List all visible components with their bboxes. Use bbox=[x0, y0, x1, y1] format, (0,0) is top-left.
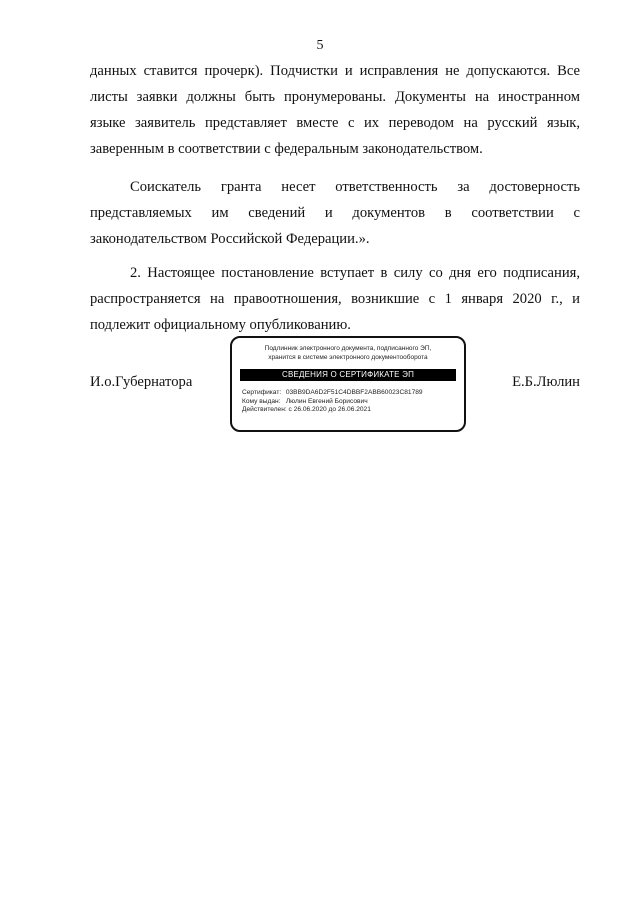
stamp-header bbox=[232, 345, 464, 362]
issued-to-value: Люлин Евгений Борисович bbox=[285, 397, 368, 405]
issued-to-label: Кому выдан: bbox=[242, 397, 281, 405]
signer-name: Е.Б.Люлин bbox=[512, 374, 580, 390]
stamp-header-line: хранится в системе электронного документооборота bbox=[268, 353, 428, 361]
electronic-signature-stamp bbox=[230, 336, 466, 432]
validity-label: Действителен: bbox=[242, 406, 287, 414]
stamp-details bbox=[242, 389, 464, 415]
validity-value: с 26.06.2020 до 26.06.2021 bbox=[288, 406, 371, 414]
issued-to-line bbox=[242, 398, 464, 407]
stamp-title: СВЕДЕНИЯ О СЕРТИФИКАТЕ ЭП bbox=[240, 369, 456, 381]
stamp-header-line: Подлинник электронного документа, подписанного ЭП, bbox=[264, 345, 432, 352]
certificate-label: Сертификат: bbox=[242, 389, 282, 396]
signer-position: И.о.Губернатора bbox=[90, 374, 193, 390]
page-number: 5 bbox=[316, 38, 324, 53]
signature-block bbox=[0, 336, 640, 446]
certificate-line bbox=[242, 389, 464, 398]
document-body bbox=[90, 58, 580, 338]
paragraph-continuation: данных ставится прочерк). Подчистки и исправления не допускаются. Все листы заявки должны быть пронумерованы. Документы на иностранном языке заявитель представляет вместе с их переводом на русский язык, заверенным в соответствии с федеральным законодательством. bbox=[90, 63, 580, 157]
certificate-value: 03BB9DA6D2F51C4DBBF2ABB60023C81789 bbox=[285, 389, 423, 396]
paragraph-enactment: 2. Настоящее постановление вступает в силу со дня его подписания, распространяется на правоотношения, возникшие с 1 января 2020 г., и подлежит официальному опубликованию. bbox=[90, 265, 580, 333]
validity-line bbox=[242, 406, 464, 415]
paragraph-responsibility: Соискатель гранта несет ответственность за достоверность представляемых им сведений и документов в соответствии с законодательством Российской Федерации.». bbox=[90, 179, 580, 247]
